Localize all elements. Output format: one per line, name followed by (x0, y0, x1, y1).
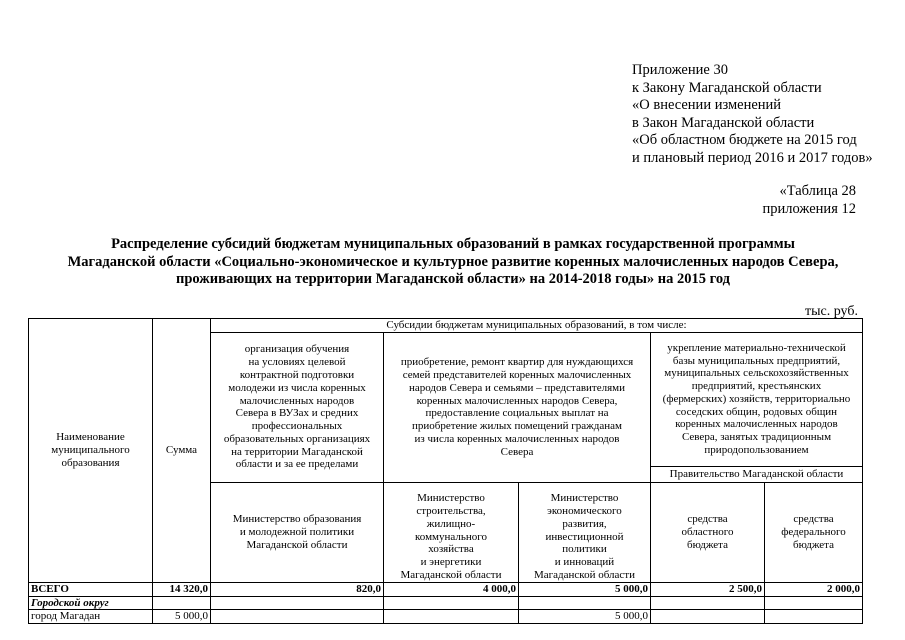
row-cell (765, 610, 863, 624)
header-ministry-economy: Министерство экономического развития, инвестиционной политики и инноваций Магаданской области (519, 482, 651, 582)
row-cell (519, 596, 651, 610)
table-reference-line: приложения 12 (762, 200, 856, 217)
units-label: тыс. руб. (805, 304, 858, 319)
row-cell (651, 610, 765, 624)
row-cell (651, 596, 765, 610)
appendix-line: к Закону Магаданской области (632, 79, 822, 96)
header-sum-col: Сумма (153, 319, 211, 583)
document-title (40, 236, 866, 289)
row-name: город Магадан (29, 610, 153, 624)
header-federal-funds: средства федерального бюджета (765, 482, 863, 582)
table-row-group (29, 596, 863, 610)
header-purpose-housing: приобретение, ремонт квартир для нуждающихся семей представителей коренных малочисленных народов Севера и семьями – представителями коренных малочисленных народов Севера, предоставление социальных выплат на приобретение жилых помещений гражданам из числа коренных малочисленных народов Севера (384, 332, 651, 482)
row-sum: 5 000,0 (153, 610, 211, 624)
row-cell (211, 596, 384, 610)
row-cell: 4 000,0 (384, 582, 519, 596)
header-ministry-education: Министерство образования и молодежной политики Магаданской области (211, 482, 384, 582)
header-purpose-material: укрепление материально-технической базы муниципальных предприятий, муниципальных сельскохозяйственных предприятий, крестьянских (фермерских) хозяйств, территориально соседских общин, родовых общин коренных малочисленных народов Севера, занятых традиционным природопользованием (651, 332, 863, 466)
row-cell (211, 610, 384, 624)
row-sum: 14 320,0 (153, 582, 211, 596)
header-regional-funds: средства областного бюджета (651, 482, 765, 582)
appendix-line: Приложение 30 (632, 62, 728, 78)
header-ministry-construction: Министерство строительства, жилищно- коммунального хозяйства и энергетики Магаданской области (384, 482, 519, 582)
row-cell (384, 610, 519, 624)
row-cell: 820,0 (211, 582, 384, 596)
header-name-col: Наименование муниципального образования (29, 319, 153, 583)
subsidy-table (28, 318, 863, 624)
appendix-line: и плановый период 2016 и 2017 годов» (632, 149, 873, 166)
row-name: Городской округ (29, 596, 153, 610)
row-cell (765, 596, 863, 610)
table-row (29, 610, 863, 624)
row-cell: 5 000,0 (519, 582, 651, 596)
title-line: Распределение субсидий бюджетам муниципальных образований в рамках государственной программы (111, 236, 795, 252)
header-subsidies-caption: Субсидии бюджетам муниципальных образований, в том числе: (211, 319, 863, 333)
table-reference-line: «Таблица 28 (779, 183, 856, 199)
row-sum (153, 596, 211, 610)
title-line: Магаданской области «Социально-экономическое и культурное развитие коренных малочисленных народов Севера, (67, 253, 839, 270)
table-reference (763, 183, 856, 218)
header-government: Правительство Магаданской области (651, 466, 863, 482)
header-purpose-education: организация обучения на условиях целевой контрактной подготовки молодежи из числа коренных малочисленных народов Севера в ВУЗах и средних профессиональных образовательных организациях на территории Магаданской области и за ее пределами (211, 332, 384, 482)
appendix-line: в Закон Магаданской области (632, 114, 815, 131)
appendix-header (632, 62, 873, 167)
row-cell: 2 000,0 (765, 582, 863, 596)
title-line: проживающих на территории Магаданской области» на 2014-2018 годы» на 2015 год (175, 271, 731, 287)
table-row-total (29, 582, 863, 596)
appendix-line: «О внесении изменений (632, 97, 782, 113)
row-name: ВСЕГО (29, 582, 153, 596)
row-cell: 2 500,0 (651, 582, 765, 596)
appendix-line: «Об областном бюджете на 2015 год (632, 132, 857, 148)
row-cell: 5 000,0 (519, 610, 651, 624)
row-cell (384, 596, 519, 610)
